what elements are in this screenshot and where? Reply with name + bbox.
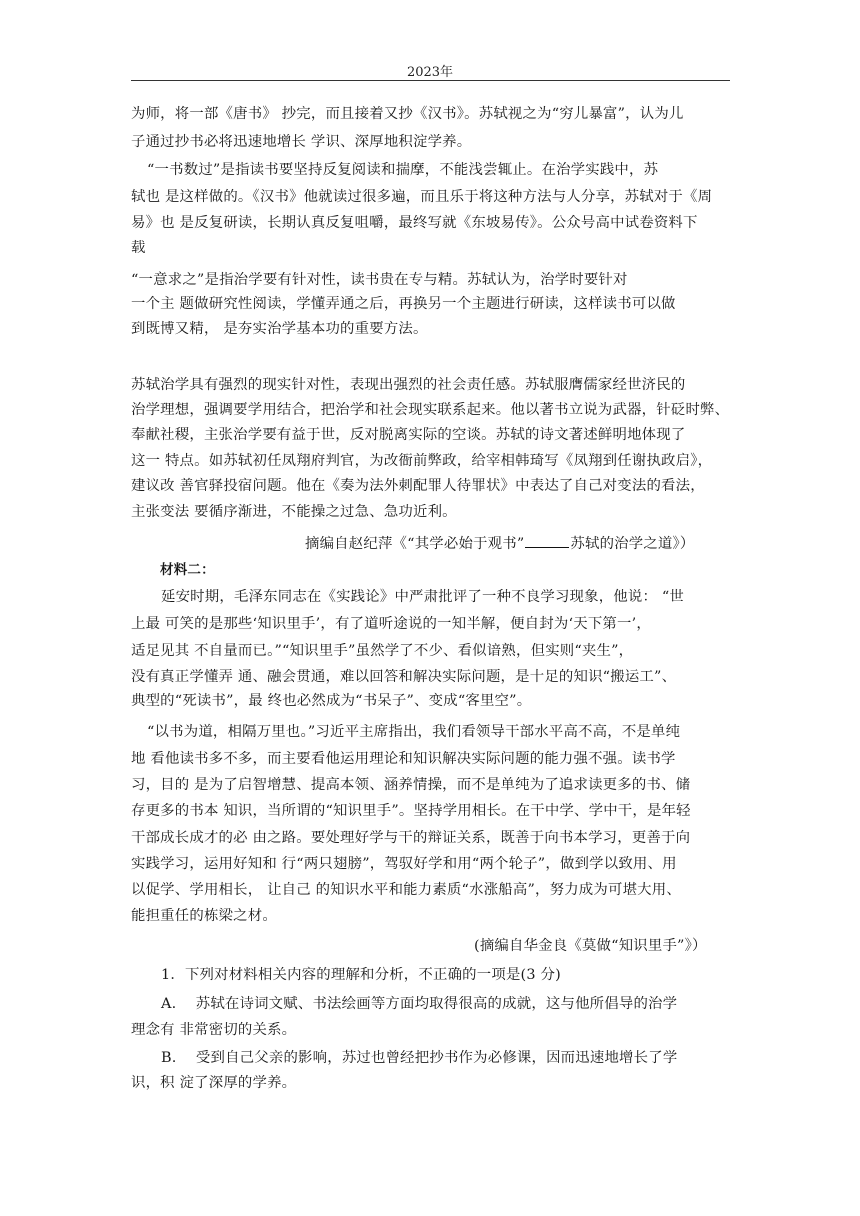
paragraph-line: 奉献社稷，主张治学要有益于世，反对脱离实际的空谈。苏轼的诗文著述鲜明地体现了 xyxy=(131,427,686,443)
option-b-continued: 识，积 淀了深厚的学养。 xyxy=(131,1075,297,1091)
page-header-year: 2023年 xyxy=(406,65,454,80)
paragraph-line: 为师，将一部《唐书》 抄完，而且接着又抄《汉书》。苏轼视之为“穷儿暴富”，认为儿 xyxy=(131,106,684,122)
paragraph-line: 典型的“死读书”，最 终也必然成为“书呆子”、变成“客里空”。 xyxy=(131,693,532,709)
paragraph-line: 能担重任的栋梁之材。 xyxy=(131,908,277,924)
section-heading: 材料二： xyxy=(160,562,215,578)
paragraph-line: 治学理想，强调要学用结合，把治学和社会现实联系起来。他以著书立说为武器，针砭时弊、 xyxy=(131,402,730,418)
fill-blank xyxy=(525,535,569,548)
paragraph-line: 存更多的书本 知识，当所谓的“知识里手”。坚持学用相长。在干中学、学中干，是年轻 xyxy=(131,803,691,819)
paragraph-line: “一书数过”是指读书要坚持反复阅读和揣摩，不能浅尝辄止。在治学实践中，苏 xyxy=(147,162,659,178)
paragraph-line: 载 xyxy=(131,240,146,256)
option-a-continued: 理念有 非常密切的关系。 xyxy=(131,1022,297,1038)
paragraph-line: 一个主 题做研究性阅读，学懂弄通之后，再换另一个主题进行研读，这样读书可以做 xyxy=(131,296,676,312)
paragraph-line: 建议改 善官驿投宿问题。他在《奏为法外刺配罪人待罪状》中表达了自己对变法的看法， xyxy=(131,478,705,494)
paragraph-line: 地 看他读书多不多，而主要看他运用理论和知识解决实际问题的能力强不强。读书学 xyxy=(131,751,676,767)
paragraph-line: “一意求之”是指治学要有针对性，读书贵在专与精。苏轼认为，治学时要针对 xyxy=(131,272,628,288)
paragraph-line: 上最 可笑的是那些‘知识里手’，有了道听途说的一知半解，便自封为‘天下第一’， xyxy=(131,616,651,632)
header-divider xyxy=(131,80,730,81)
paragraph-line: 主张变法 要循序渐进，不能操之过急、急功近利。 xyxy=(131,504,457,520)
paragraph-line: 适足见其 不自量而已。”“知识里手”虽然学了不少、看似谙熟，但实则“夹生”， xyxy=(131,643,634,659)
paragraph-line: 这一 特点。如苏轼初任凤翔府判官，为改衙前弊政，给宰相韩琦写《凤翔到任谢执政启》， xyxy=(131,453,713,469)
paragraph-line: 干部成长成才的必 由之路。要处理好学与干的辩证关系，既善于向书本学习，更善于向 xyxy=(131,830,691,846)
paragraph-line: 易》也 是反复研读，长期认真反复咀嚼，最终写就《东坡易传》。公众号高中试卷资料下 xyxy=(131,215,698,231)
paragraph-line: 实践学习，运用好知和 行“两只翅膀”，驾驭好学和用“两个轮子”，做到学以致用、用 xyxy=(131,856,677,872)
paragraph-line: 苏轼治学具有强烈的现实针对性，表现出强烈的社会责任感。苏轼服膺儒家经世济民的 xyxy=(131,377,686,393)
paragraph-line: 到既博又精， 是夯实治学基本功的重要方法。 xyxy=(131,321,428,337)
source-citation-text: 苏轼的治学之道》） xyxy=(570,536,695,552)
question-stem: 1．下列对材料相关内容的理解和分析，不正确的一项是(3 分) xyxy=(161,967,561,983)
paragraph-line: 延安时期，毛泽东同志在《实践论》中严肃批评了一种不良学习现象，他说： “世 xyxy=(161,589,685,605)
paragraph-line: “以书为道，相隔万里也。”习近平主席指出，我们看领导干部水平高不高，不是单纯 xyxy=(147,724,681,740)
paragraph-line: 轼也 是这样做的。《汉书》他就读过很多遍，而且乐于将这种方法与人分享，苏轼对于《周 xyxy=(131,189,713,205)
option-a: A. 苏轼在诗词文赋、书法绘画等方面均取得很高的成就，这与他所倡导的治学 xyxy=(161,996,678,1012)
paragraph-line: 子通过抄书必将迅速地增长 学识、深厚地积淀学养。 xyxy=(131,134,472,150)
source-citation-2: (摘编自华金良《莫做“知识里手”》） xyxy=(474,938,707,954)
paragraph-line: 以促学、学用相长， 让自己 的知识水平和能力素质“水涨船高”，努力成为可堪大用、 xyxy=(131,882,681,898)
source-citation-1 xyxy=(305,534,695,554)
paragraph-line: 没有真正学懂弄 通、融会贯通，难以回答和解决实际问题，是十足的知识“搬运工”、 xyxy=(131,669,677,685)
source-citation-text: 摘编自赵纪萍《“其学必始于观书” xyxy=(305,536,525,552)
option-b: B. 受到自己父亲的影响，苏过也曾经把抄书作为必修课，因而迅速地增长了学 xyxy=(161,1050,678,1066)
paragraph-line: 习，目的 是为了启智增慧、提高本领、涵养情操，而不是单纯为了追求读更多的书、储 xyxy=(131,777,691,793)
